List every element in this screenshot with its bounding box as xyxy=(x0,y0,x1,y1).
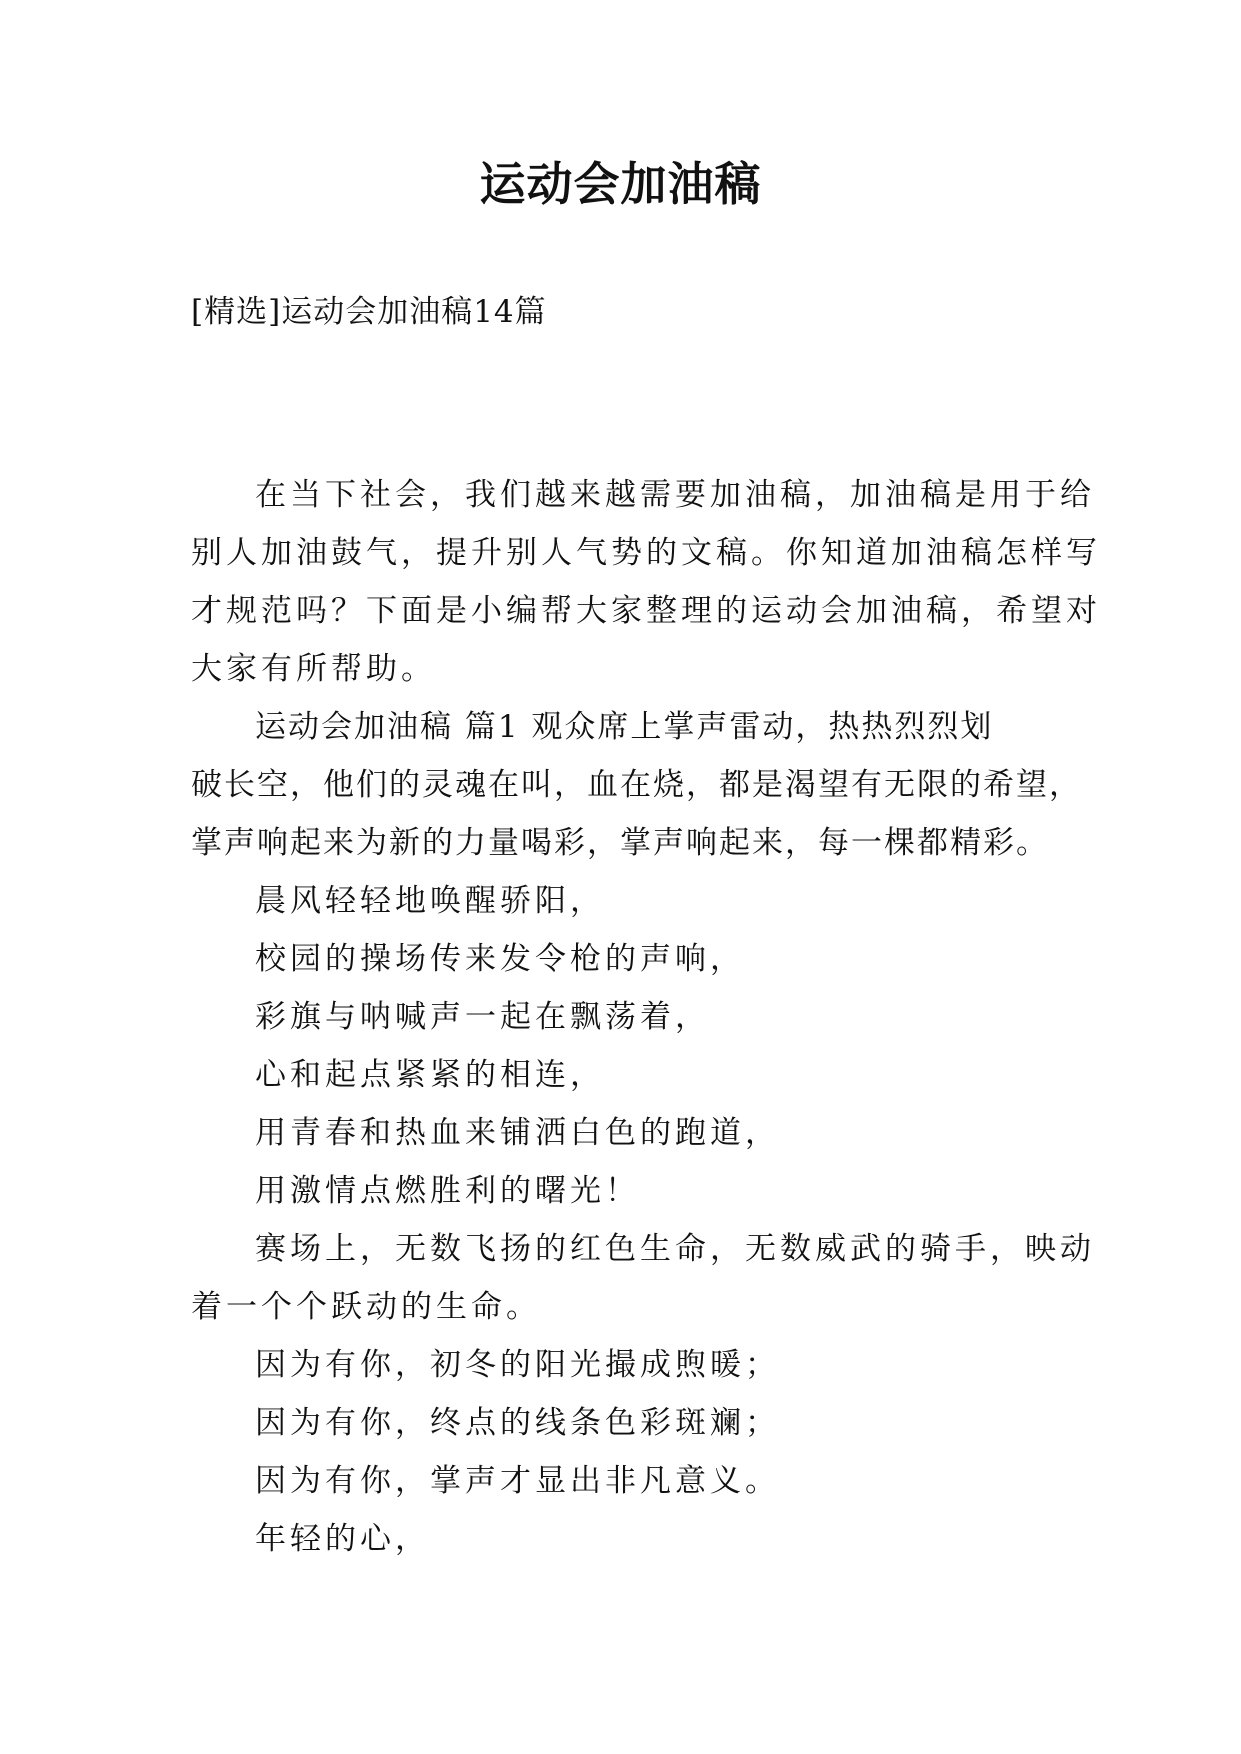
body-line: 别人加油鼓气，提升别人气势的文稿。你知道加油稿怎样写 xyxy=(191,535,1101,571)
body-line: 赛场上，无数飞扬的红色生命，无数威武的骑手，映动 xyxy=(255,1231,1095,1267)
body-line: 因为有你，终点的线条色彩斑斓； xyxy=(255,1405,780,1441)
document-body xyxy=(191,466,1101,1568)
body-line: 大家有所帮助。 xyxy=(191,651,436,687)
body-line: 因为有你，掌声才显出非凡意义。 xyxy=(255,1463,780,1499)
body-line: 因为有你，初冬的阳光撮成煦暖； xyxy=(255,1347,780,1383)
body-line: 心和起点紧紧的相连， xyxy=(255,1057,605,1093)
body-line: 着一个个跃动的生命。 xyxy=(191,1289,541,1325)
body-line: 彩旗与呐喊声一起在飘荡着， xyxy=(255,999,710,1035)
body-line: 掌声响起来为新的力量喝彩，掌声响起来，每一棵都精彩。 xyxy=(191,825,1049,861)
body-line: 用青春和热血来铺洒白色的跑道， xyxy=(255,1115,780,1151)
body-line: 年轻的心， xyxy=(255,1521,430,1557)
body-line: 用激情点燃胜利的曙光！ xyxy=(255,1173,640,1209)
body-line: 破长空，他们的灵魂在叫，血在烧，都是渴望有无限的希望， xyxy=(191,767,1082,803)
document-title: 运动会加油稿 xyxy=(479,157,762,211)
body-line: 晨风轻轻地唤醒骄阳， xyxy=(255,883,605,919)
body-line: 运动会加油稿 篇1 观众席上掌声雷动，热热烈烈划 xyxy=(255,709,994,745)
body-line: 才规范吗？下面是小编帮大家整理的运动会加油稿，希望对 xyxy=(191,593,1101,629)
body-line: 在当下社会，我们越来越需要加油稿，加油稿是用于给 xyxy=(255,477,1095,513)
body-line: 校园的操场传来发令枪的声响， xyxy=(255,941,745,977)
document-subtitle: [精选]运动会加油稿14篇 xyxy=(191,294,547,330)
